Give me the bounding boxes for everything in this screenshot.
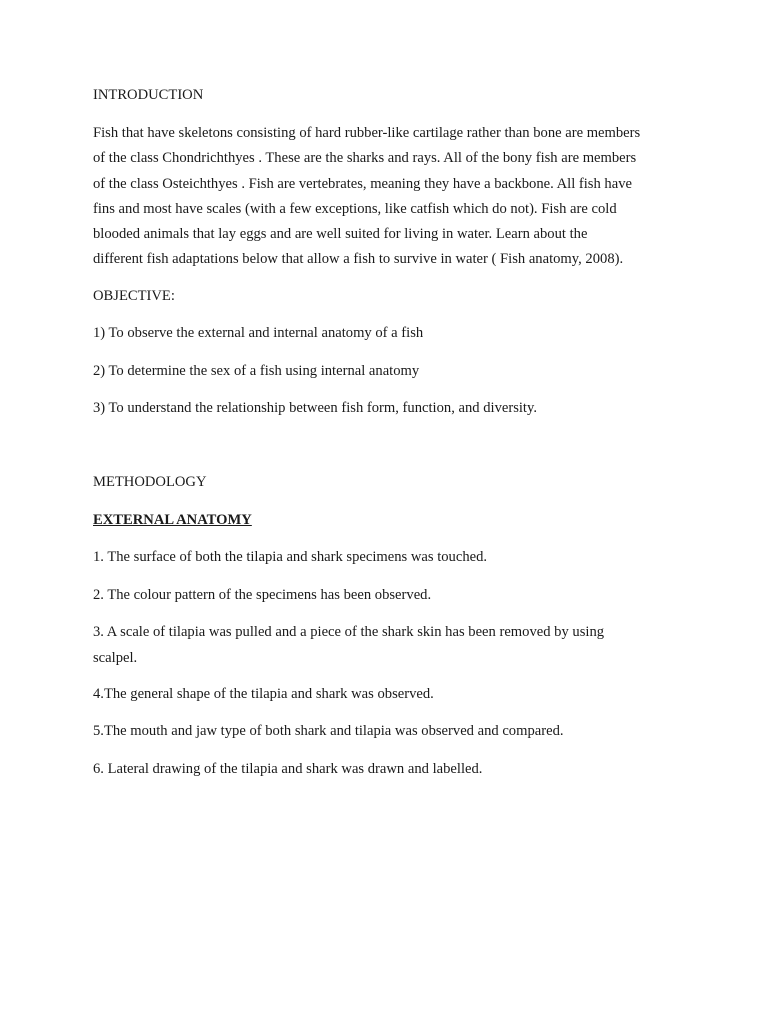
methodology-step: 2. The colour pattern of the specimens has been observed.: [93, 587, 432, 603]
methodology-step: 1. The surface of both the tilapia and shark specimens was touched.: [93, 549, 488, 565]
methodology-heading: METHODOLOGY: [93, 474, 207, 490]
introduction-heading: INTRODUCTION: [93, 87, 204, 103]
objective-item: 2) To determine the sex of a fish using internal anatomy: [93, 363, 420, 379]
introduction-line: fins and most have scales (with a few exceptions, like catfish which do not). Fish are cold: [93, 201, 617, 217]
external-anatomy-subheading: EXTERNAL ANATOMY: [93, 512, 252, 528]
objective-item: 1) To observe the external and internal anatomy of a fish: [93, 325, 424, 341]
introduction-line: of the class Chondrichthyes . These are the sharks and rays. All of the bony fish are members: [93, 150, 637, 166]
objective-heading: OBJECTIVE:: [93, 288, 175, 304]
introduction-line: blooded animals that lay eggs and are well suited for living in water. Learn about the: [93, 226, 588, 242]
introduction-line: of the class Osteichthyes . Fish are vertebrates, meaning they have a backbone. All fish have: [93, 176, 632, 192]
objective-item: 3) To understand the relationship between fish form, function, and diversity.: [93, 400, 537, 416]
methodology-step: 6. Lateral drawing of the tilapia and shark was drawn and labelled.: [93, 761, 483, 777]
methodology-step: 5.The mouth and jaw type of both shark and tilapia was observed and compared.: [93, 723, 564, 739]
introduction-line: different fish adaptations below that allow a fish to survive in water ( Fish anatomy, 2008).: [93, 251, 624, 267]
introduction-line: Fish that have skeletons consisting of hard rubber-like cartilage rather than bone are members: [93, 125, 641, 141]
methodology-step-continued: scalpel.: [93, 650, 138, 666]
methodology-step: 3. A scale of tilapia was pulled and a piece of the shark skin has been removed by using: [93, 624, 605, 640]
methodology-step: 4.The general shape of the tilapia and shark was observed.: [93, 686, 434, 702]
